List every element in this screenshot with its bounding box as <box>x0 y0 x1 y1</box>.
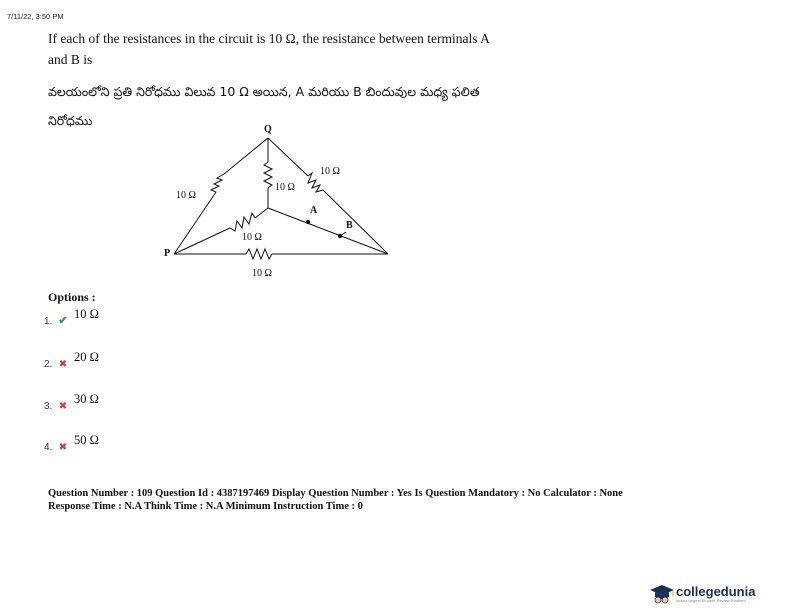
logo-brand-text: collegedunia <box>676 583 756 599</box>
option-number: 3. <box>44 401 53 412</box>
metadata-line-1: Question Number : 109 Question Id : 4387197469 Display Question Number : Yes Is Question Mandatory : No Calculator : None <box>48 488 623 499</box>
option-number: 1. <box>44 316 53 327</box>
option-value: 30 Ω <box>74 392 99 406</box>
node-a-label: A <box>310 205 318 216</box>
option-4[interactable] <box>44 433 99 453</box>
print-timestamp: 7/11/22, 3:50 PM <box>7 12 64 21</box>
node-p-label: P <box>164 248 171 259</box>
telugu-line-2: నిరోధము <box>48 113 93 128</box>
telugu-line-1: వలయంలోని ప్రతి నిరోధము విలువ 10 Ω అయిన, A మరియు B బిందువుల మధ్య ఫలిత <box>48 84 480 99</box>
question-line-2: and B is <box>48 52 93 67</box>
cross-icon: ✖ <box>58 359 68 370</box>
question-line-1: If each of the resistances in the circuit is 10 Ω, the resistance between terminals A <box>48 31 490 46</box>
cross-icon: ✖ <box>58 442 68 453</box>
option-1[interactable] <box>44 307 99 327</box>
resistor-bottom-label: 10 Ω <box>252 268 272 279</box>
option-3[interactable] <box>44 392 99 412</box>
resistor-qb-label: 10 Ω <box>320 166 340 177</box>
graduation-cap-icon <box>648 582 676 606</box>
options-heading: Options : <box>48 290 96 304</box>
option-value: 10 Ω <box>74 307 99 321</box>
logo-tagline: India's largest Student Review Platform <box>676 597 746 603</box>
collegedunia-logo[interactable] <box>648 582 755 606</box>
question-metadata <box>48 487 748 513</box>
terminal-a-dot <box>306 220 310 224</box>
option-value: 20 Ω <box>74 350 99 364</box>
node-q-label: Q <box>264 124 272 135</box>
cross-icon: ✖ <box>58 401 68 412</box>
option-number: 4. <box>44 442 53 453</box>
option-number: 2. <box>44 359 53 370</box>
resistor-p-center-label: 10 Ω <box>242 232 262 243</box>
resistor-q-center-label: 10 Ω <box>275 182 295 193</box>
circuit-diagram <box>160 118 400 283</box>
option-value: 50 Ω <box>74 433 99 447</box>
metadata-line-2: Response Time : N.A Think Time : N.A Minimum Instruction Time : 0 <box>48 501 363 512</box>
check-icon: ✔ <box>58 315 68 327</box>
resistor-pq-label: 10 Ω <box>176 190 196 201</box>
question-text-english <box>48 28 608 70</box>
node-b-label: B <box>346 220 353 231</box>
option-2[interactable] <box>44 350 99 370</box>
